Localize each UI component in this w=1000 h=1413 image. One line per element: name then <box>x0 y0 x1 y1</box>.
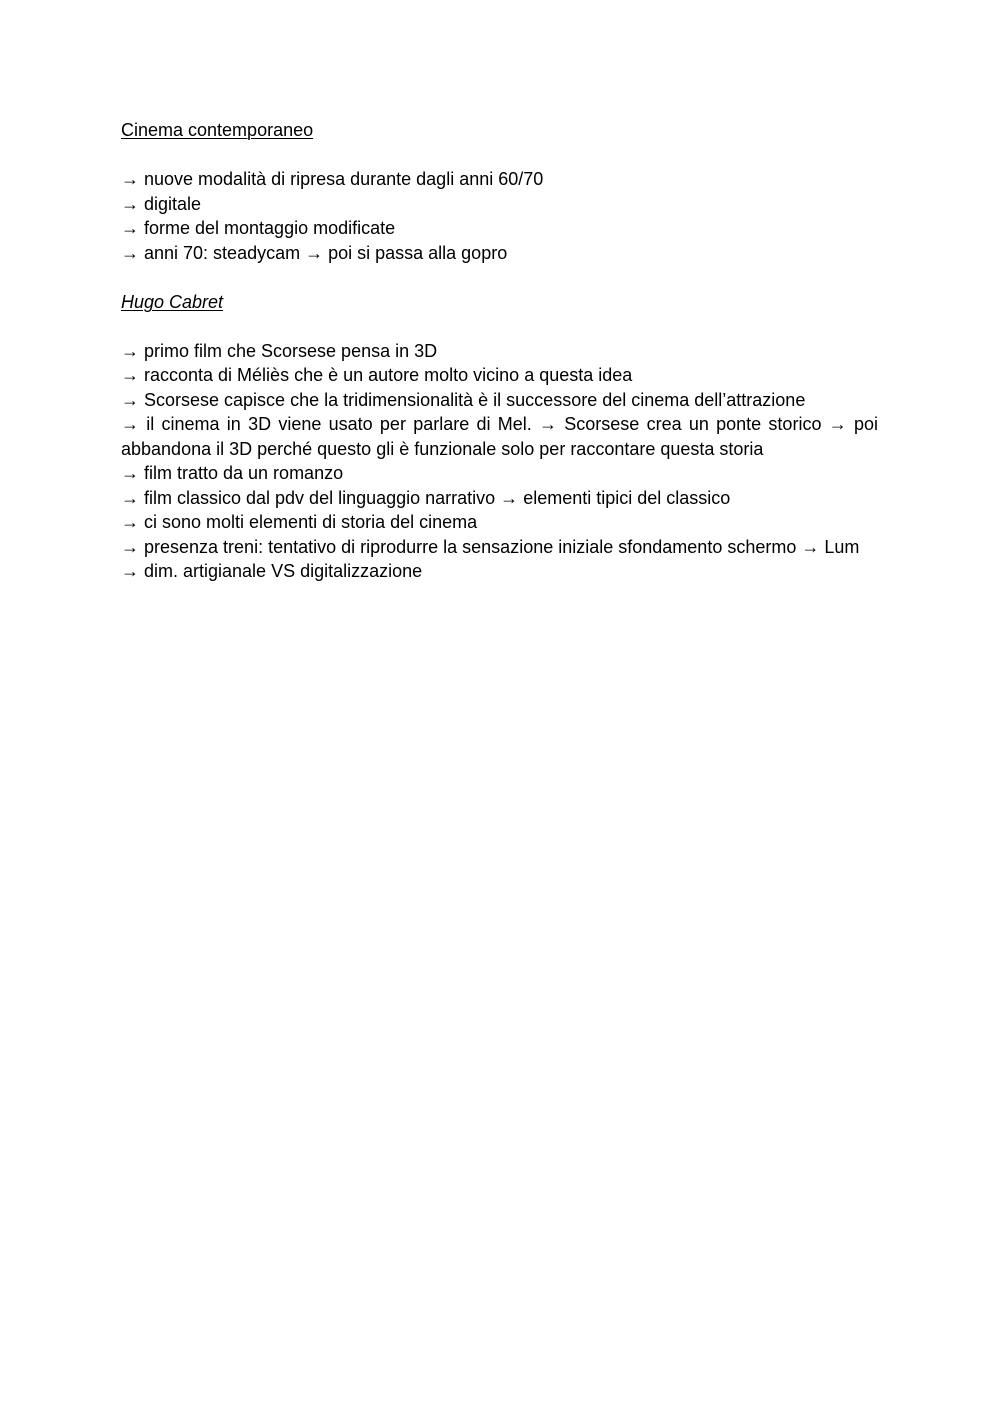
blank-line <box>121 265 878 290</box>
document-content <box>121 118 878 584</box>
note-item: → anni 70: steadycam → poi si passa alla gopro <box>121 242 508 263</box>
blank-line <box>121 314 878 339</box>
note-item: → forme del montaggio modificate <box>121 218 396 238</box>
note-item: → il cinema in 3D viene usato per parlare di Mel. → Scorsese crea un ponte storico → poi abbandona il 3D perché questo gli è funzionale solo per raccontare questa storia <box>121 414 878 459</box>
note-item: → film tratto da un romanzo <box>121 463 344 483</box>
note-item: → digitale <box>121 193 202 214</box>
note-item: → nuove modalità di ripresa durante dagli anni 60/70 <box>121 169 544 189</box>
notes-list-cinema-contemporaneo <box>121 167 878 265</box>
note-item: → ci sono molti elementi di storia del cinema <box>121 512 478 532</box>
note-item: → film classico dal pdv del linguaggio narrativo → elementi tipici del classico <box>121 487 731 508</box>
note-item: → racconta di Méliès che è un autore molto vicino a questa idea <box>121 365 633 385</box>
note-item: → dim. artigianale VS digitalizzazione <box>121 561 423 581</box>
blank-line <box>121 143 878 168</box>
note-item: → presenza treni: tentativo di riprodurre la sensazione iniziale sfondamento schermo → Lum <box>121 536 860 557</box>
note-item: → primo film che Scorsese pensa in 3D <box>121 340 438 361</box>
section-heading-hugo-cabret: Hugo Cabret <box>121 291 224 312</box>
note-item: → Scorsese capisce che la tridimensionalità è il successore del cinema dell’attrazione <box>121 389 806 410</box>
notes-list-hugo-cabret <box>121 339 878 584</box>
section-heading-cinema-contemporaneo: Cinema contemporaneo <box>121 120 314 140</box>
